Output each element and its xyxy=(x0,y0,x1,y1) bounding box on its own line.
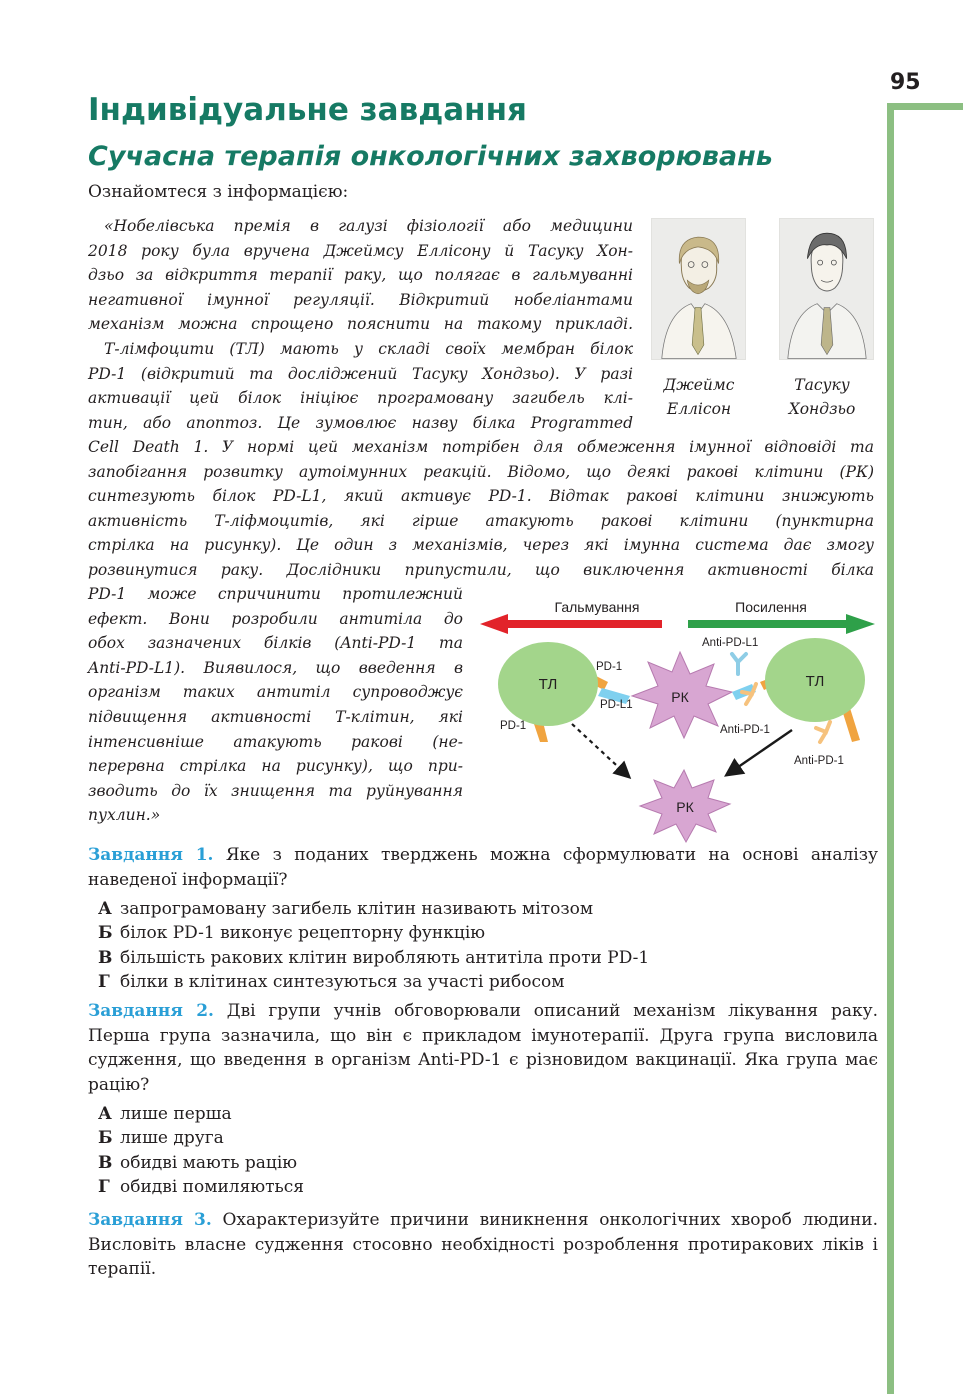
quote-line: активність Т-ліфмоцитів, які гірше атакують ракові клітини (пунктирна xyxy=(88,511,874,530)
quote-line: пухлин.» xyxy=(88,806,161,825)
task-3-question xyxy=(88,1208,878,1282)
task-3-label: Завдання 3. xyxy=(88,1210,212,1230)
quote-line: «Нобелівська премія в галузі фізіології або медицини xyxy=(104,217,633,235)
quote-line: організм таких антитіл супроводжує xyxy=(88,683,463,702)
quote-line: зводить до їх знищення та руйнування xyxy=(88,781,463,800)
page-subtitle: Сучасна терапія онкологічних захворювань xyxy=(88,141,773,172)
page-edge-bar xyxy=(887,103,963,1394)
answer-option[interactable]: Г білки в клітинах синтезуються за участі рибосом xyxy=(98,971,565,992)
pdl1-label: PD-L1 xyxy=(600,699,633,711)
anti-pdl1-antibody-icon xyxy=(732,654,746,674)
quote-line: розвинутися раку. Дослідники припустили, що виключення активності білка xyxy=(88,560,874,579)
quote-line: тин, або апоптоз. Це зумовлює назву білка Programmed xyxy=(88,413,633,432)
portrait-sketch-icon xyxy=(652,219,745,359)
answer-option[interactable]: Б лише друга xyxy=(98,1128,224,1149)
task-1-label: Завдання 1. xyxy=(88,845,214,865)
task-2-question xyxy=(88,999,878,1097)
task-1-options xyxy=(98,897,649,994)
quote-bottom xyxy=(88,582,463,828)
task-1-question xyxy=(88,843,878,892)
anti-pdl1-label: Anti-PD-L1 xyxy=(702,637,759,649)
answer-option[interactable]: Г обидві помиляються xyxy=(98,1176,305,1197)
anti-pd1-lower-label: Anti-PD-1 xyxy=(794,755,844,767)
cancer-cell-bottom-label: РК xyxy=(676,799,694,815)
inhibition-label: Гальмування xyxy=(554,599,640,615)
enhancement-arrow xyxy=(688,614,875,634)
caption-allison: Джеймс Еллісон xyxy=(663,376,735,418)
enhancement-label: Посилення xyxy=(735,599,807,615)
task-3-text: Охарактеризуйте причини виникнення онкологічних хвороб людини. Висловіть власне судження стосовно необхідності розроблення протиракових ліків і терапії. xyxy=(88,1210,878,1279)
quote-line: механізм можна спрощено пояснити на такому прикладі. xyxy=(88,315,633,334)
task-1-text: Яке з поданих тверджень можна сформулювати на основі аналізу наведеної інформації? xyxy=(88,845,878,890)
answer-option[interactable]: Б білок PD-1 виконує рецепторну функцію xyxy=(98,923,486,944)
quote-line: підвищення активності Т-клітин, які xyxy=(88,707,463,726)
portrait-honjo xyxy=(779,218,874,360)
page-number: 95 xyxy=(890,70,921,95)
dashed-arrow xyxy=(572,724,628,776)
answer-option[interactable]: А лише перша xyxy=(98,1104,232,1124)
task-2-label: Завдання 2. xyxy=(88,1001,214,1021)
answer-option[interactable]: В обидві мають рацію xyxy=(98,1152,298,1173)
page-title: Індивідуальне завдання xyxy=(88,92,527,128)
anti-pd1-antibody-icon xyxy=(816,722,830,742)
quote-line: дзьо за відкриття терапії раку, що полягає в гальмуванні xyxy=(88,266,633,285)
anti-pd1-upper-label: Anti-PD-1 xyxy=(720,724,770,736)
t-lymphocyte-right-label: ТЛ xyxy=(805,673,825,690)
caption-honjo: Тасуку Хондзьо xyxy=(788,376,856,418)
quote-middle xyxy=(88,435,874,583)
quote-line: синтезують білок PD-L1, який активує PD-1. Відтак ракові клітини знижують xyxy=(88,487,874,506)
task-2-options xyxy=(98,1102,304,1199)
quote-line: PD-1 (відкритий та досліджений Тасуку Хондзьо). У разі xyxy=(88,364,633,383)
immunotherapy-diagram xyxy=(470,592,890,847)
quote-line: 2018 року була вручена Джеймсу Еллісону й Тасуку Хон- xyxy=(88,241,633,260)
quote-line: запобігання розвитку аутоімунних реакцій. Відомо, що деякі ракові клітини (РК) xyxy=(88,462,874,481)
task-2-text: Дві групи учнів обговорювали описаний механізм лікування раку. Перша група зазначила, що він є прикладом імунотерапії. Друга група висловила судження, що введення в організм Anti-PD-1 є різновидом вакцинації. Яка група має рацію? xyxy=(88,1001,878,1095)
inhibition-arrow xyxy=(480,614,662,634)
quote-line: активації цей білок ініціює програмовану загибель клі- xyxy=(88,389,633,408)
cancer-cell-top-label: РК xyxy=(671,689,689,705)
quote-line: ефект. Вони розробили антитіла до xyxy=(88,609,463,628)
quote-line: Т-лімфоцити (ТЛ) мають у складі своїх мембран білок xyxy=(104,339,633,358)
answer-option[interactable]: В більшість ракових клітин виробляють антитіла проти PD-1 xyxy=(98,947,650,968)
quote-line: інтенсивніше атакують ракові (не- xyxy=(88,732,463,751)
quote-line: Anti-PD-L1). Виявилося, що введення в xyxy=(88,658,463,677)
pd1-left-label: PD-1 xyxy=(500,720,527,732)
quote-line: негативної імунної регуляції. Відкритий нобеліантами xyxy=(88,290,633,309)
portrait-allison xyxy=(651,218,746,360)
quote-line: PD-1 може спричинити протилежний xyxy=(88,585,463,603)
quote-line: обох зазначених білків (Anti-PD-1 та xyxy=(88,634,463,653)
quote-top xyxy=(88,214,633,435)
pd1-upper-label: PD-1 xyxy=(596,661,623,673)
portrait-sketch-icon xyxy=(780,219,873,359)
quote-line: перервна стрілка на рисунку), що при- xyxy=(88,757,463,776)
intro-text: Ознайомтеся з інформацією: xyxy=(88,182,349,202)
answer-option[interactable]: А запрограмовану загибель клітин називають мітозом xyxy=(98,899,594,919)
solid-arrow xyxy=(728,730,792,774)
quote-line: Cell Death 1. У нормі цей механізм потрібен для обмеження імунної відповіді та xyxy=(88,438,874,456)
quote-line: стрілка на рисунку). Це один з механізмів, через які імунна система дає змогу xyxy=(88,536,874,555)
t-lymphocyte-left-label: ТЛ xyxy=(538,676,558,693)
